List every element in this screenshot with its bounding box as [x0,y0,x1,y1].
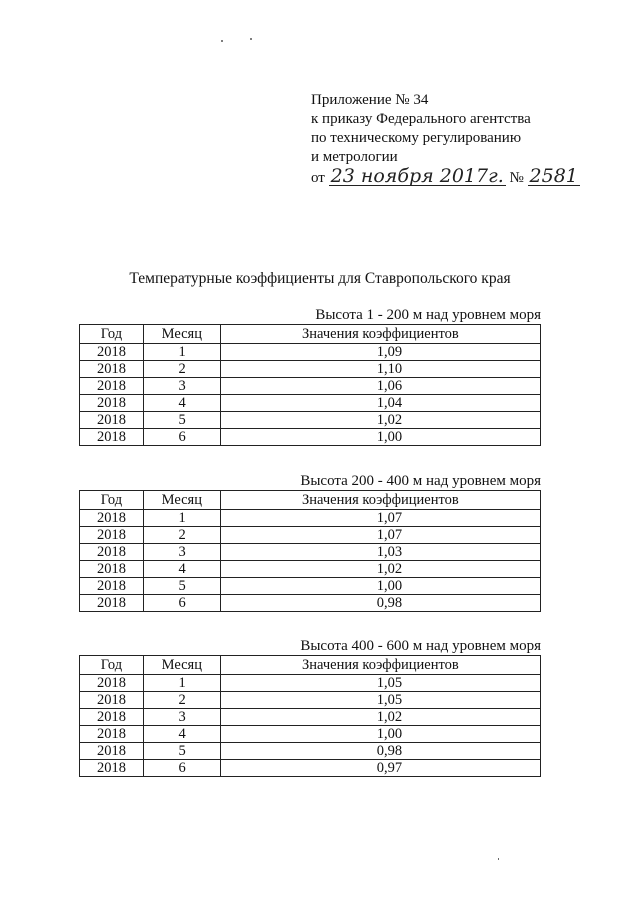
cell-value: 0,98 [220,595,540,612]
column-header-month: Месяц [143,325,220,344]
table-row [80,344,541,361]
appendix-line: Приложение № 34 [311,92,429,108]
cell-month: 2 [143,527,220,544]
table-row [80,709,541,726]
cell-year: 2018 [80,675,144,692]
cell-month: 5 [143,578,220,595]
order-reference [311,167,580,188]
cell-value: 1,04 [220,395,540,412]
cell-month: 6 [143,595,220,612]
appendix-line: к приказу Федерального агентства [311,111,531,127]
cell-year: 2018 [80,344,144,361]
table-row [80,361,541,378]
column-header-year: Год [80,491,144,510]
cell-month: 5 [143,412,220,429]
column-header-year: Год [80,325,144,344]
table-row [80,561,541,578]
cell-year: 2018 [80,412,144,429]
appendix-line: и метрологии [311,149,398,165]
cell-value: 1,00 [220,726,540,743]
cell-year: 2018 [80,561,144,578]
cell-value: 1,05 [220,675,540,692]
cell-month: 2 [143,692,220,709]
cell-year: 2018 [80,578,144,595]
scan-speck [498,858,499,860]
cell-year: 2018 [80,527,144,544]
column-header-month: Месяц [143,491,220,510]
cell-value: 1,07 [220,510,540,527]
table-header-row [80,325,541,344]
cell-value: 1,02 [220,709,540,726]
section-altitude-400-600 [79,637,541,777]
cell-month: 1 [143,344,220,361]
section-altitude-1-200 [79,306,541,446]
table-row [80,510,541,527]
table-row [80,412,541,429]
section-heading: Высота 400 - 600 м над уровнем моря [300,638,541,654]
table-row [80,675,541,692]
table-row [80,692,541,709]
cell-value: 1,02 [220,412,540,429]
cell-value: 0,97 [220,760,540,777]
table-row [80,760,541,777]
table-row [80,395,541,412]
cell-year: 2018 [80,429,144,446]
scan-speck [250,38,252,40]
cell-month: 4 [143,395,220,412]
document-title: Температурные коэффициенты для Ставропольского края [129,270,511,287]
cell-year: 2018 [80,692,144,709]
table-row [80,595,541,612]
cell-value: 1,09 [220,344,540,361]
table-row [80,544,541,561]
column-header-year: Год [80,656,144,675]
table-row [80,578,541,595]
coefficients-table [79,490,541,612]
cell-month: 1 [143,510,220,527]
coefficients-table [79,655,541,777]
cell-value: 1,07 [220,527,540,544]
cell-year: 2018 [80,709,144,726]
cell-month: 3 [143,378,220,395]
table-row [80,743,541,760]
cell-year: 2018 [80,544,144,561]
cell-value: 1,06 [220,378,540,395]
cell-value: 1,10 [220,361,540,378]
cell-year: 2018 [80,760,144,777]
table-row [80,378,541,395]
order-number-sign: № [509,170,524,186]
column-header-values: Значения коэффициентов [220,491,540,510]
cell-month: 5 [143,743,220,760]
table-row [80,726,541,743]
table-row [80,527,541,544]
scan-speck [221,40,223,42]
cell-month: 3 [143,544,220,561]
order-date-handwritten: 23 ноября 2017г. [330,165,504,187]
column-header-month: Месяц [143,656,220,675]
cell-year: 2018 [80,361,144,378]
cell-year: 2018 [80,378,144,395]
cell-month: 6 [143,760,220,777]
cell-month: 1 [143,675,220,692]
cell-value: 1,03 [220,544,540,561]
section-altitude-200-400 [79,472,541,612]
order-number-handwritten: 2581 [529,165,578,187]
table-header-row [80,656,541,675]
cell-year: 2018 [80,395,144,412]
section-heading: Высота 200 - 400 м над уровнем моря [300,473,541,489]
column-header-values: Значения коэффициентов [220,656,540,675]
column-header-values: Значения коэффициентов [220,325,540,344]
cell-value: 1,02 [220,561,540,578]
cell-month: 3 [143,709,220,726]
cell-year: 2018 [80,743,144,760]
cell-year: 2018 [80,595,144,612]
cell-value: 0,98 [220,743,540,760]
section-heading: Высота 1 - 200 м над уровнем моря [315,307,541,323]
cell-value: 1,05 [220,692,540,709]
cell-year: 2018 [80,510,144,527]
cell-month: 4 [143,561,220,578]
cell-value: 1,00 [220,429,540,446]
table-header-row [80,491,541,510]
appendix-block [311,91,580,188]
cell-month: 4 [143,726,220,743]
cell-year: 2018 [80,726,144,743]
table-row [80,429,541,446]
order-prefix: от [311,170,325,186]
cell-value: 1,00 [220,578,540,595]
appendix-line: по техническому регулированию [311,130,522,146]
cell-month: 6 [143,429,220,446]
coefficients-table [79,324,541,446]
cell-month: 2 [143,361,220,378]
